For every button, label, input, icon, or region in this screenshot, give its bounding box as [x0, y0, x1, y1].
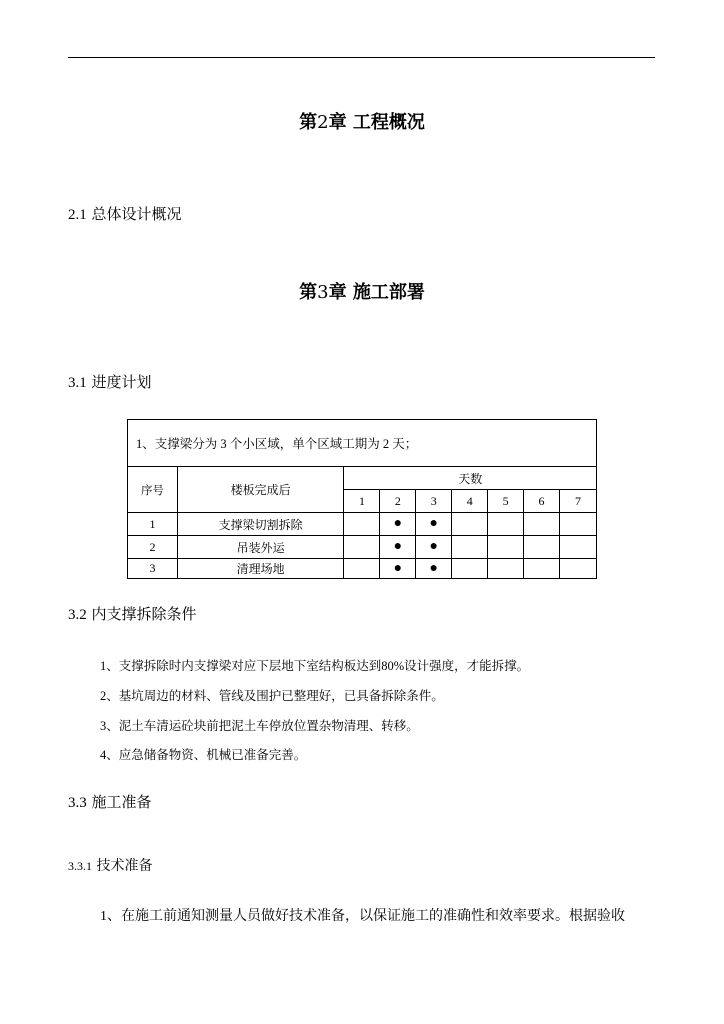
day-mark: [524, 536, 560, 559]
condition-1: 1、支撑拆除时内支撑梁对应下层地下室结构板达到80%设计强度，才能拆撑。: [100, 659, 530, 673]
day-mark: ●: [416, 559, 452, 579]
row-seq: 2: [128, 536, 178, 559]
day-mark: ●: [380, 559, 416, 579]
day-header: 3: [416, 490, 452, 513]
section-3-3-title: 3.3 施工准备: [68, 793, 152, 811]
day-mark: ●: [380, 513, 416, 536]
row-seq: 1: [128, 513, 178, 536]
schedule-note: 1、支撑梁分为 3 个小区域，单个区域工期为 2 天；: [128, 420, 597, 467]
section-3-3-1-title: 3.3.1 技术准备: [68, 858, 153, 874]
day-mark: [344, 513, 380, 536]
day-mark: [560, 536, 597, 559]
row-seq: 3: [128, 559, 178, 579]
day-header: 5: [488, 490, 524, 513]
day-mark: [560, 559, 597, 579]
header-days: 天数: [344, 467, 597, 490]
day-mark: ●: [380, 536, 416, 559]
row-task: 清理场地: [177, 559, 344, 579]
row-task: 吊装外运: [177, 536, 344, 559]
day-header: 6: [524, 490, 560, 513]
section-3-2-title: 3.2 内支撑拆除条件: [68, 605, 197, 623]
table-row: [128, 559, 597, 579]
table-row: [128, 536, 597, 559]
day-mark: ●: [416, 513, 452, 536]
condition-4: 4、应急储备物资、机械已准备完善。: [100, 748, 307, 762]
section-2-1-title: 2.1 总体设计概况: [68, 205, 182, 223]
day-mark: [524, 559, 560, 579]
day-mark: [344, 536, 380, 559]
day-mark: [488, 536, 524, 559]
day-mark: [452, 536, 488, 559]
table-row: [128, 513, 597, 536]
day-header: 1: [344, 490, 380, 513]
day-mark: [524, 513, 560, 536]
condition-3: 3、泥土车清运砼块前把泥土车停放位置杂物清理、转移。: [100, 719, 419, 733]
day-mark: [488, 559, 524, 579]
chapter-3-title: 第3章 施工部署: [299, 282, 425, 303]
header-seq: 序号: [128, 467, 178, 513]
day-mark: [488, 513, 524, 536]
header-task: 楼板完成后: [177, 467, 344, 513]
day-header: 7: [560, 490, 597, 513]
day-mark: ●: [416, 536, 452, 559]
day-header: 4: [452, 490, 488, 513]
header-rule: [68, 57, 655, 58]
day-mark: [344, 559, 380, 579]
day-mark: [452, 559, 488, 579]
section-3-1-title: 3.1 进度计划: [68, 373, 152, 391]
chapter-2-title: 第2章 工程概况: [299, 112, 425, 133]
schedule-table: [127, 419, 597, 579]
day-mark: [452, 513, 488, 536]
condition-2: 2、基坑周边的材料、管线及围护已整理好，已具备拆除条件。: [100, 689, 444, 703]
day-header: 2: [380, 490, 416, 513]
row-task: 支撑梁切割拆除: [177, 513, 344, 536]
day-mark: [560, 513, 597, 536]
body-paragraph: 1、在施工前通知测量人员做好技术准备，以保证施工的准确性和效率要求。根据验收: [100, 909, 625, 924]
